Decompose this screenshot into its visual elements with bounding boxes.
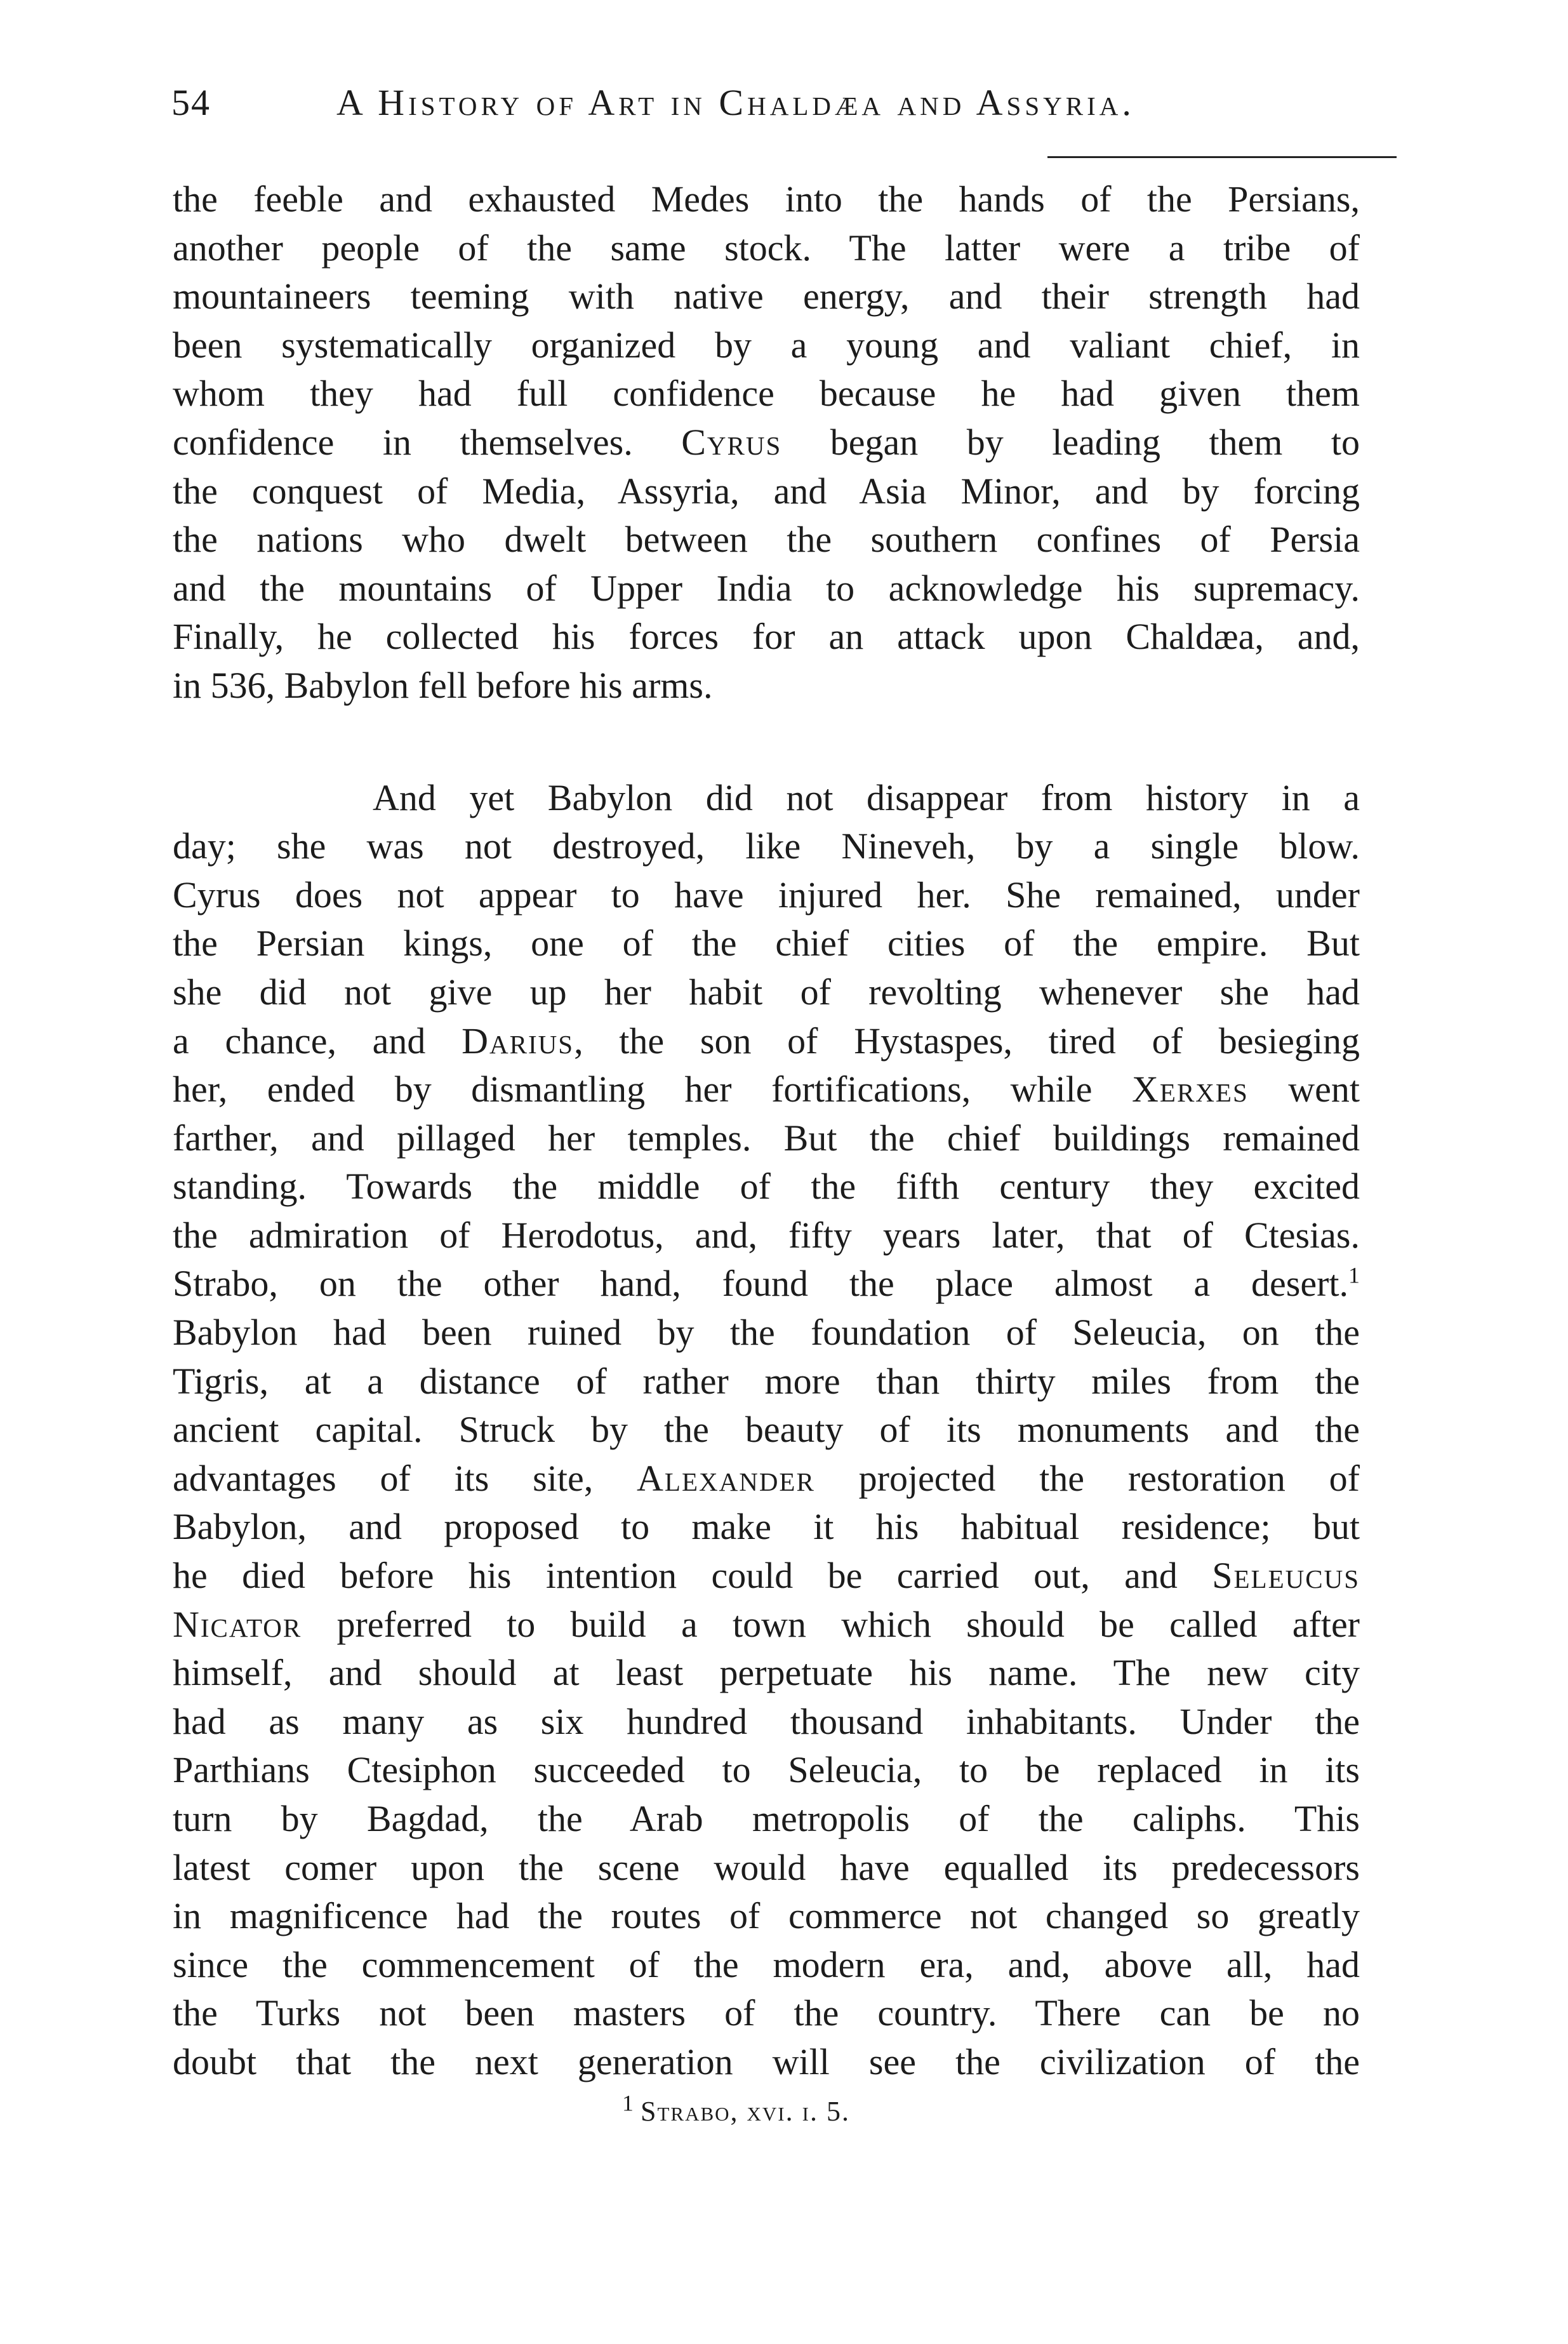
text-line	[173, 418, 1360, 467]
name-xerxes: Xerxes	[1132, 1069, 1249, 1110]
text-line: had as many as six hundred thousand inhabitants. Under the	[173, 1700, 1360, 1742]
body-text	[173, 175, 1360, 2087]
footnote-text: Strabo, xvi. i. 5.	[641, 2096, 850, 2127]
text-line	[173, 1455, 1360, 1503]
text-fragment: he died before his intention could be carried out, and	[173, 1555, 1178, 1597]
text-fragment: preferred to build a town which should be called after	[336, 1603, 1360, 1645]
text-line: the nations who dwelt between the southern confines of Persia	[173, 519, 1360, 561]
text-line: in 536, Babylon fell before his arms.	[173, 664, 713, 706]
text-line: standing. Towards the middle of the fifth century they excited	[173, 1166, 1360, 1208]
text-fragment: projected the restoration of	[858, 1457, 1360, 1499]
running-title: A History of Art in Chaldæa and Assyria.	[336, 82, 1135, 123]
text-line	[173, 1601, 1360, 1649]
text-fragment: confidence in themselves.	[173, 421, 633, 463]
name-seleucus: Seleucus	[1212, 1555, 1360, 1597]
text-fragment: , the son of Hystaspes, tired of besieging	[574, 1020, 1360, 1062]
text-line: farther, and pillaged her temples. But the chief buildings remained	[173, 1117, 1360, 1159]
text-line: Tigris, at a distance of rather more than thirty miles from the	[173, 1360, 1360, 1402]
text-line: latest comer upon the scene would have equalled its predecessors	[173, 1846, 1360, 1888]
text-line: the Turks not been masters of the country. There can be no	[173, 1992, 1360, 2034]
text-fragment: her, ended by dismantling her fortifications, while	[173, 1069, 1093, 1110]
text-line	[173, 774, 1360, 823]
text-line	[173, 1552, 1360, 1601]
text-line	[173, 1260, 1360, 1309]
text-line: doubt that the next generation will see the civilization of the	[173, 2041, 1360, 2082]
text-line: Finally, he collected his forces for an attack upon Chaldæa, and,	[173, 616, 1360, 658]
name-cyrus: Cyrus	[681, 421, 782, 463]
text-fragment: began by leading them to	[830, 421, 1360, 463]
text-line: Parthians Ctesiphon succeeded to Seleucia, to be replaced in its	[173, 1749, 1360, 1791]
running-head	[171, 81, 1378, 138]
text-line: turn by Bagdad, the Arab metropolis of the caliphs. This	[173, 1798, 1360, 1839]
paragraph-2	[173, 774, 1360, 2087]
text-fragment: And yet Babylon did not disappear from history in a	[373, 776, 1360, 818]
text-line: ancient capital. Struck by the beauty of its monuments and the	[173, 1409, 1360, 1451]
text-line: Babylon had been ruined by the foundation of Seleucia, on the	[173, 1312, 1360, 1354]
text-line: the Persian kings, one of the chief cities of the empire. But	[173, 922, 1360, 964]
text-line: the admiration of Herodotus, and, fifty years later, that of Ctesias.	[173, 1214, 1360, 1256]
text-line: the feeble and exhausted Medes into the hands of the Persians,	[173, 178, 1360, 220]
text-line: in magnificence had the routes of commerce not changed so greatly	[173, 1895, 1360, 1937]
text-line: whom they had full confidence because he had given them	[173, 373, 1360, 415]
name-darius: Darius	[462, 1020, 575, 1062]
text-line: and the mountains of Upper India to acknowledge his supremacy.	[173, 567, 1360, 609]
text-line: another people of the same stock. The latter were a tribe of	[173, 227, 1360, 269]
text-fragment: advantages of its site,	[173, 1457, 594, 1499]
text-line: Babylon, and proposed to make it his habitual residence; but	[173, 1506, 1360, 1548]
name-nicator: Nicator	[173, 1603, 302, 1645]
text-fragment: went	[1288, 1069, 1360, 1110]
text-line: day; she was not destroyed, like Nineveh, by a single blow.	[173, 825, 1360, 867]
text-fragment: Strabo, on the other hand, found the place almost a desert.	[173, 1263, 1348, 1305]
text-line	[173, 1017, 1360, 1066]
footnote-reference: 1	[1348, 1263, 1360, 1289]
paragraph-1	[173, 175, 1360, 710]
footnote	[622, 2090, 850, 2128]
header-rule	[1047, 156, 1397, 158]
text-line: Cyrus does not appear to have injured her. She remained, under	[173, 874, 1360, 916]
text-line: been systematically organized by a young and valiant chief, in	[173, 324, 1360, 366]
text-line: himself, and should at least perpetuate his name. The new city	[173, 1652, 1360, 1694]
text-line: the conquest of Media, Assyria, and Asia Minor, and by forcing	[173, 470, 1360, 512]
paragraph-gap	[173, 710, 1360, 774]
footnote-mark: 1	[622, 2090, 634, 2116]
text-line: mountaineers teeming with native energy, and their strength had	[173, 276, 1360, 317]
text-line	[173, 1065, 1360, 1114]
page-number: 54	[171, 82, 211, 123]
text-line: she did not give up her habit of revolting whenever she had	[173, 971, 1360, 1013]
text-line: since the commencement of the modern era, and, above all, had	[173, 1943, 1360, 1985]
name-alexander: Alexander	[637, 1457, 815, 1499]
text-fragment: a chance, and	[173, 1020, 426, 1062]
